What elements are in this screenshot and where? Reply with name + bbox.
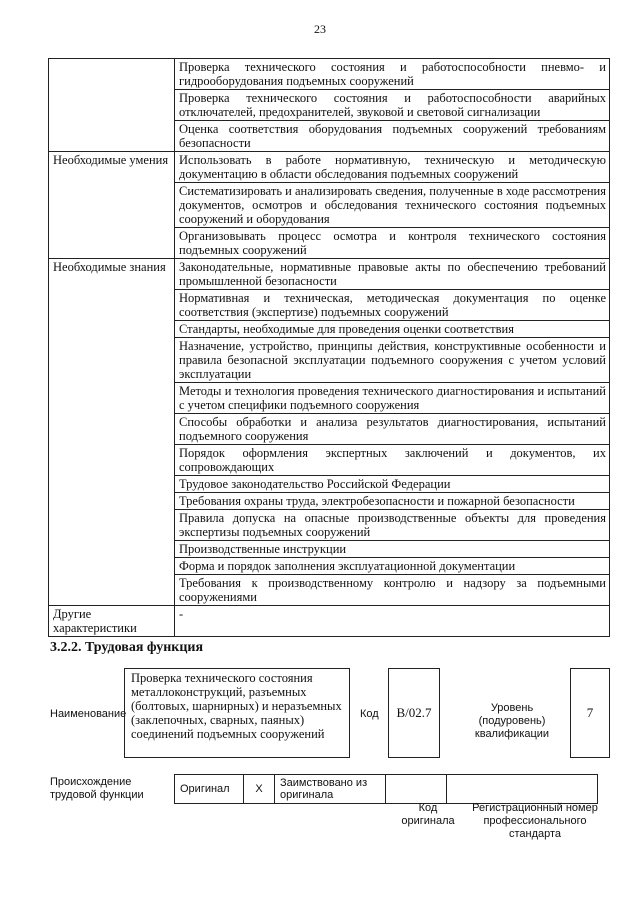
code-original-label: Код оригинала	[401, 802, 455, 827]
page-number: 23	[314, 22, 326, 36]
row-text: Методы и технология проведения технического диагностирования и испытаний с учетом специфики подъемного сооружения	[175, 383, 610, 414]
row-group-label	[49, 59, 175, 152]
level-value-box: 7	[570, 668, 610, 758]
original-label: Оригинал	[175, 775, 244, 804]
origin-label: Происхождение трудовой функции	[50, 776, 144, 801]
borrowed-label: Заимствовано из оригинала	[275, 775, 386, 804]
row-text: Трудовое законодательство Российской Федерации	[175, 476, 610, 493]
row-text: Назначение, устройство, принципы действия, конструктивные особенности и правила безопасной эксплуатации подъемного сооружения с учетом условий эксплуатации	[175, 338, 610, 383]
row-text: Правила допуска на опасные производственные объекты для проведения экспертизы подъемных сооружений	[175, 510, 610, 541]
table-row	[49, 259, 610, 290]
row-text: Форма и порядок заполнения эксплуатационной документации	[175, 558, 610, 575]
competency-table	[48, 58, 610, 637]
level-label: Уровень (подуровень) квалификации	[474, 702, 550, 740]
row-text: Способы обработки и анализа результатов диагностирования, испытаний подъемного сооружения	[175, 414, 610, 445]
origin-table	[174, 774, 598, 804]
row-text: Проверка технического состояния и работоспособности аварийных отключателей, предохранителей, звуковой и световой сигнализации	[175, 90, 610, 121]
row-text: Порядок оформления экспертных заключений и документов, их сопровождающих	[175, 445, 610, 476]
table-row	[49, 606, 610, 637]
row-text: -	[175, 606, 610, 637]
row-group-label: Необходимые знания	[49, 259, 175, 606]
row-text: Законодательные, нормативные правовые акты по обеспечению требований промышленной безопасности	[175, 259, 610, 290]
row-text: Проверка технического состояния и работоспособности пневмо- и гидрооборудования подъемных сооружений	[175, 59, 610, 90]
table-row	[49, 59, 610, 90]
original-mark: X	[244, 775, 275, 804]
row-text: Систематизировать и анализировать сведения, полученные в ходе рассмотрения документов, осмотров и обследования технического состояния подъемных сооружений и оборудования	[175, 183, 610, 228]
row-text: Требования охраны труда, электробезопасности и пожарной безопасности	[175, 493, 610, 510]
code-label: Код	[360, 708, 379, 720]
row-text: Оценка соответствия оборудования подъемных сооружений требованиям безопасности	[175, 121, 610, 152]
row-text: Организовывать процесс осмотра и контроля технического состояния подъемных сооружений	[175, 228, 610, 259]
row-group-label: Другие характеристики	[49, 606, 175, 637]
row-text: Производственные инструкции	[175, 541, 610, 558]
function-name-box: Проверка технического состояния металлоконструкций, разъемных (болтовых, шарнирных) и неразъемных (заклепочных, сварных, паяных) соединений подъемных сооружений	[124, 668, 350, 758]
code-original-cell	[386, 775, 447, 804]
code-value-box: B/02.7	[388, 668, 440, 758]
table-row	[49, 152, 610, 183]
reg-number-label: Регистрационный номер профессионального стандарта	[472, 802, 598, 840]
row-text: Использовать в работе нормативную, техническую и методическую документацию в области обследования подъемных сооружений	[175, 152, 610, 183]
row-group-label: Необходимые умения	[49, 152, 175, 259]
competency-table-body	[49, 59, 610, 637]
name-label: Наименование	[50, 708, 127, 720]
row-text: Требования к производственному контролю и надзору за подъемными сооружениями	[175, 575, 610, 606]
row-text: Нормативная и техническая, методическая документация по оценке соответствия (экспертизе) подъемных сооружений	[175, 290, 610, 321]
section-title: 3.2.2. Трудовая функция	[50, 640, 204, 655]
row-text: Стандарты, необходимые для проведения оценки соответствия	[175, 321, 610, 338]
reg-number-cell	[447, 775, 598, 804]
